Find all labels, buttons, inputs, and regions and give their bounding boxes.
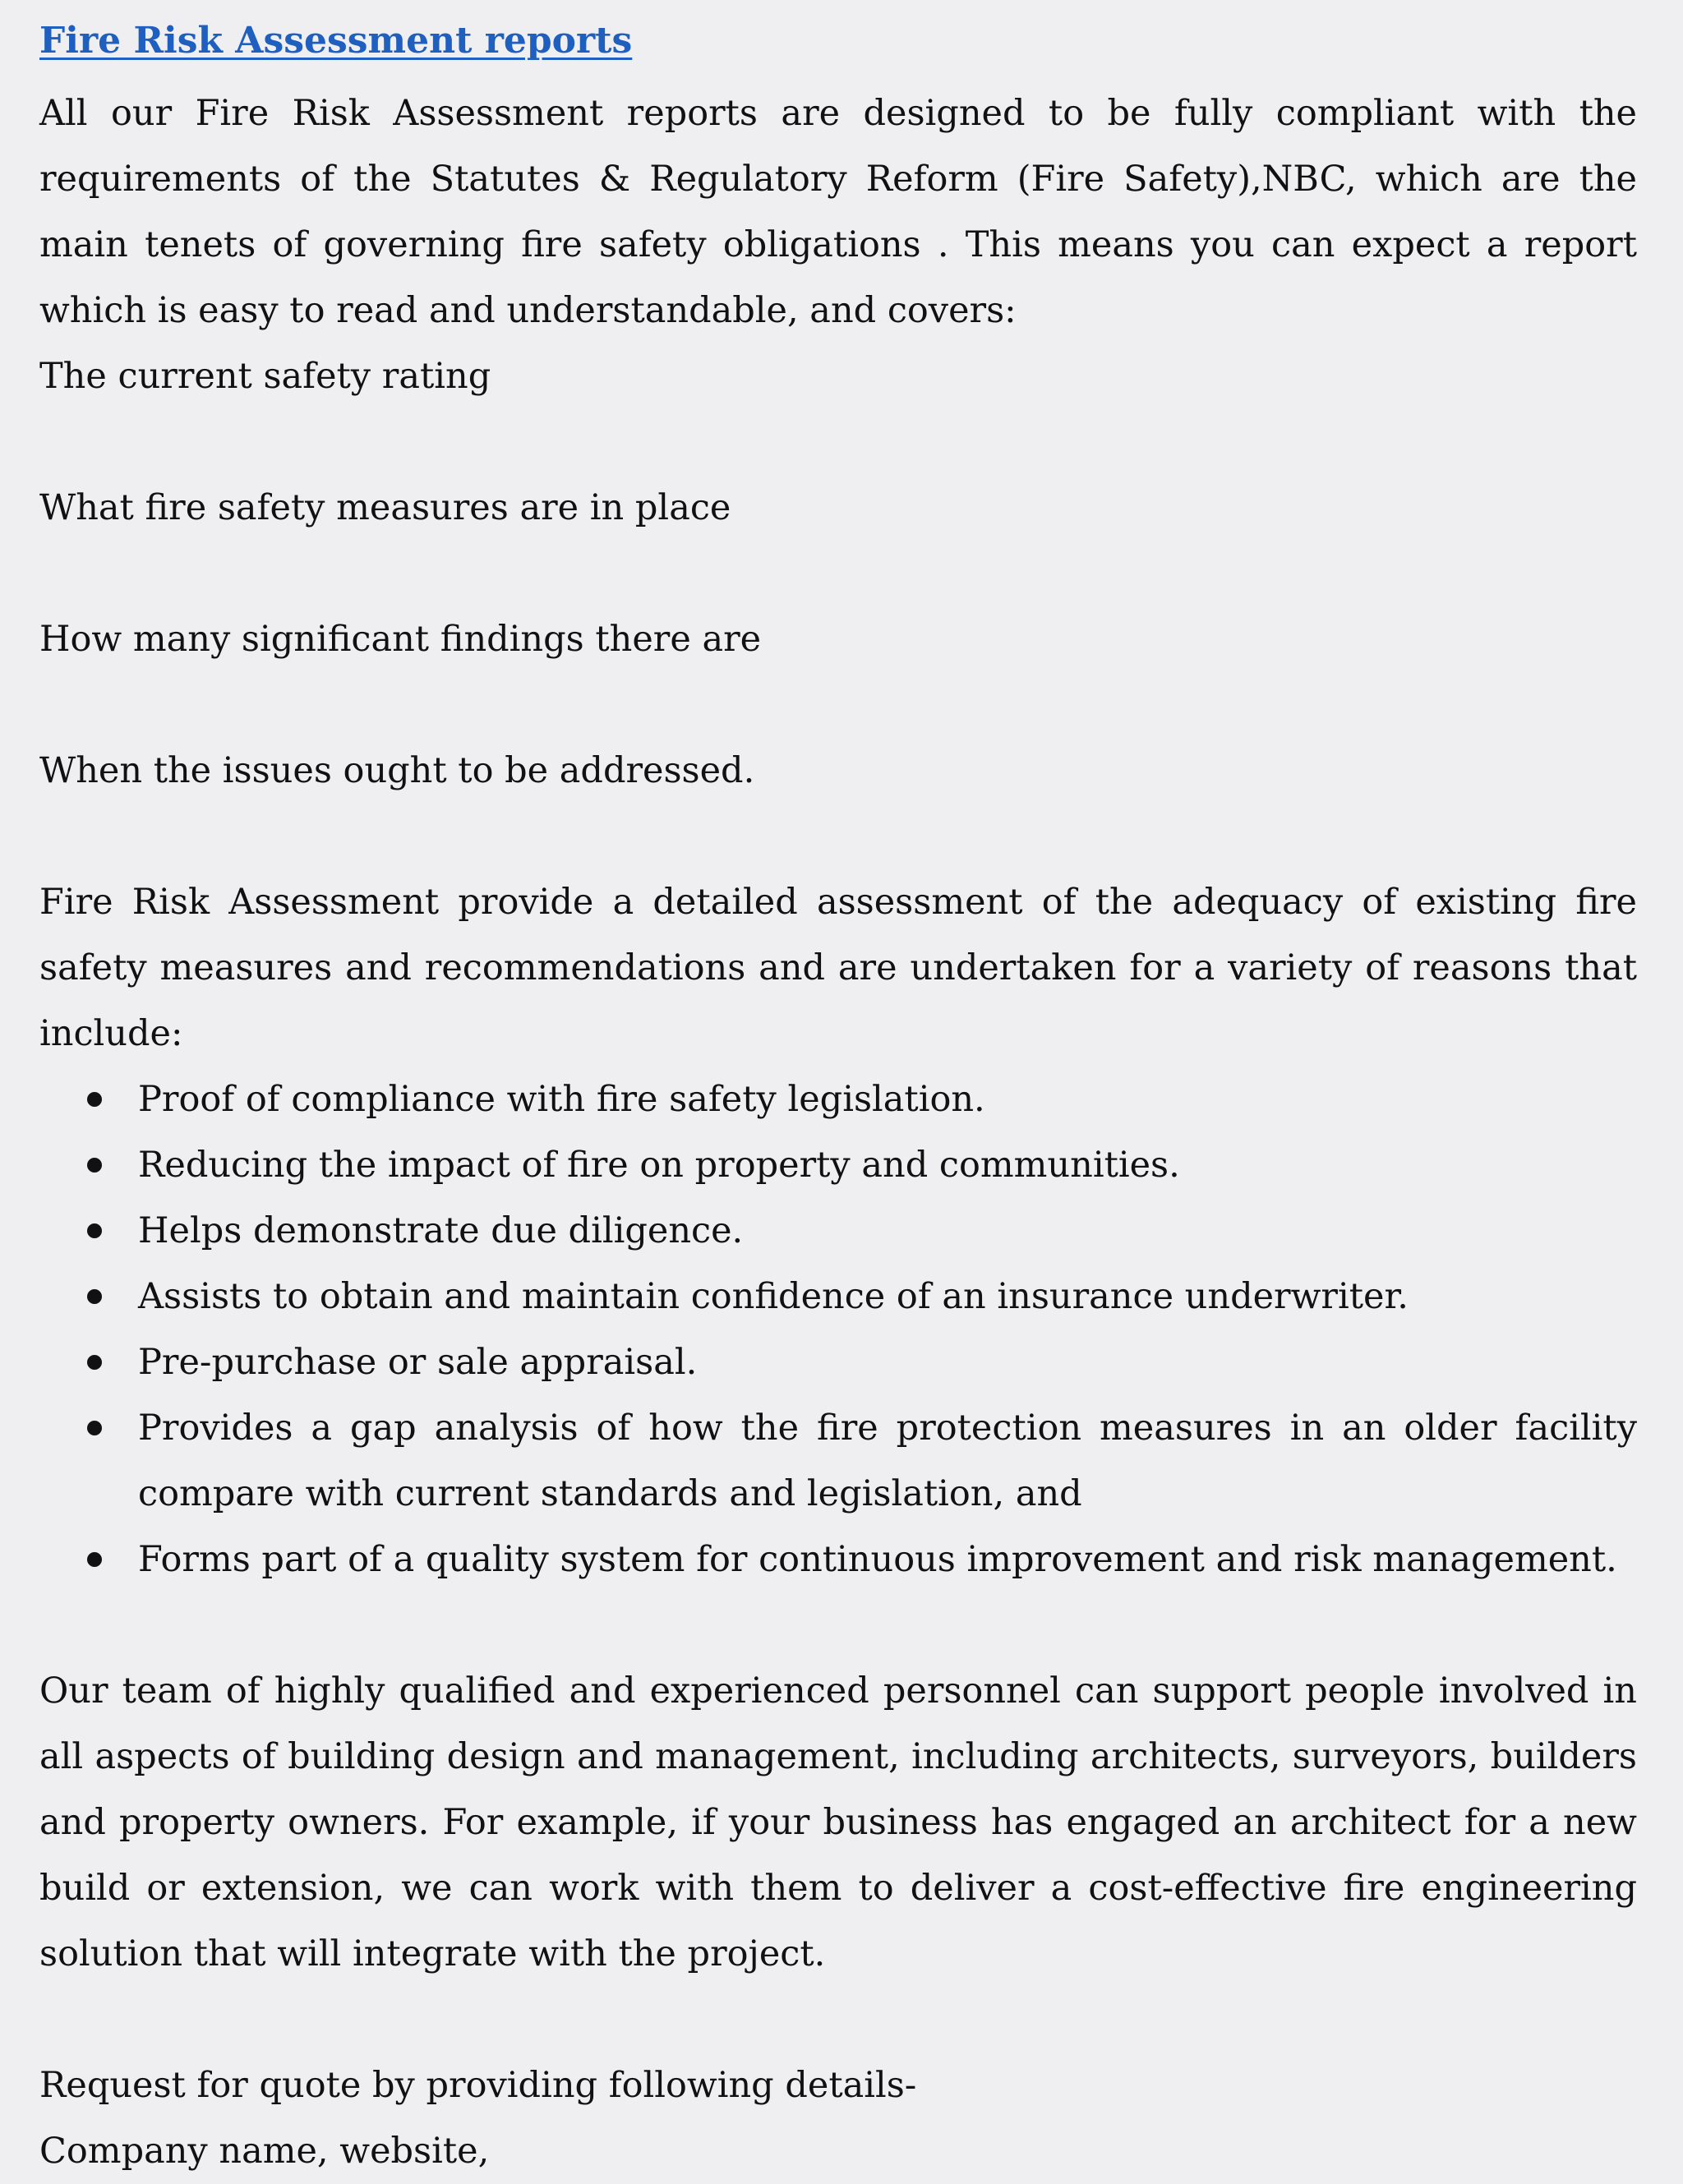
list-item-text: Helps demonstrate due diligence. xyxy=(138,1210,744,1251)
covers-item: The current safety rating xyxy=(39,356,491,397)
quote-details: Company name, website, xyxy=(39,2131,490,2172)
list-item xyxy=(138,1132,1637,1198)
blank-line xyxy=(39,541,1637,606)
blank-line xyxy=(39,1592,1637,1658)
blank-line xyxy=(39,409,1637,475)
covers-item: What fire safety measures are in place xyxy=(39,487,731,528)
bullet-icon xyxy=(87,1289,102,1304)
bullet-icon xyxy=(87,1092,102,1107)
reasons-list xyxy=(39,1067,1637,1592)
list-item xyxy=(138,1527,1637,1592)
bullet-icon xyxy=(87,1223,102,1238)
list-item-text: Reducing the impact of fire on property and communities. xyxy=(138,1145,1180,1186)
bullet-icon xyxy=(87,1421,102,1435)
bullet-icon xyxy=(87,1355,102,1370)
list-item xyxy=(138,1198,1637,1264)
list-item-text: Proof of compliance with fire safety legislation. xyxy=(138,1079,985,1120)
intro-paragraph: All our Fire Risk Assessment reports are designed to be fully compliant with the requirements of the Statutes & Regulatory Reform (Fire Safety),NBC, which are the main tenets of governing fire safety obligations . This means you can expect a report which is easy to read and understandable, and covers: xyxy=(39,93,1637,331)
quote-request: Request for quote by providing following details- xyxy=(39,2065,917,2106)
blank-line xyxy=(39,1987,1637,2053)
blank-line xyxy=(39,672,1637,738)
bullet-icon xyxy=(87,1552,102,1567)
list-item xyxy=(138,1264,1637,1329)
list-item-text: Provides a gap analysis of how the fire protection measures in an older facility compare with current standards and legislation, and xyxy=(138,1408,1637,1514)
assessment-paragraph: Fire Risk Assessment provide a detailed assessment of the adequacy of existing fire safety measures and recommendations and are undertaken for a variety of reasons that include: xyxy=(39,882,1637,1054)
list-item xyxy=(138,1329,1637,1395)
covers-item: When the issues ought to be addressed. xyxy=(39,750,755,791)
list-item-text: Assists to obtain and maintain confidence of an insurance underwriter. xyxy=(138,1276,1409,1317)
list-item-text: Pre-purchase or sale appraisal. xyxy=(138,1342,698,1383)
covers-item: How many significant findings there are xyxy=(39,619,762,660)
page-title-link[interactable]: Fire Risk Assessment reports xyxy=(39,20,633,62)
list-item xyxy=(138,1067,1637,1132)
blank-line xyxy=(39,804,1637,869)
list-item-text: Forms part of a quality system for continuous improvement and risk management. xyxy=(138,1539,1617,1580)
list-item xyxy=(138,1395,1637,1527)
team-paragraph: Our team of highly qualified and experienced personnel can support people involved in all aspects of building design and management, including architects, surveyors, builders and property owners. For example, if your business has engaged an architect for a new build or extension, we can work with them to deliver a cost-effective fire engineering solution that will integrate with the project. xyxy=(39,1670,1637,1974)
bullet-icon xyxy=(87,1158,102,1173)
